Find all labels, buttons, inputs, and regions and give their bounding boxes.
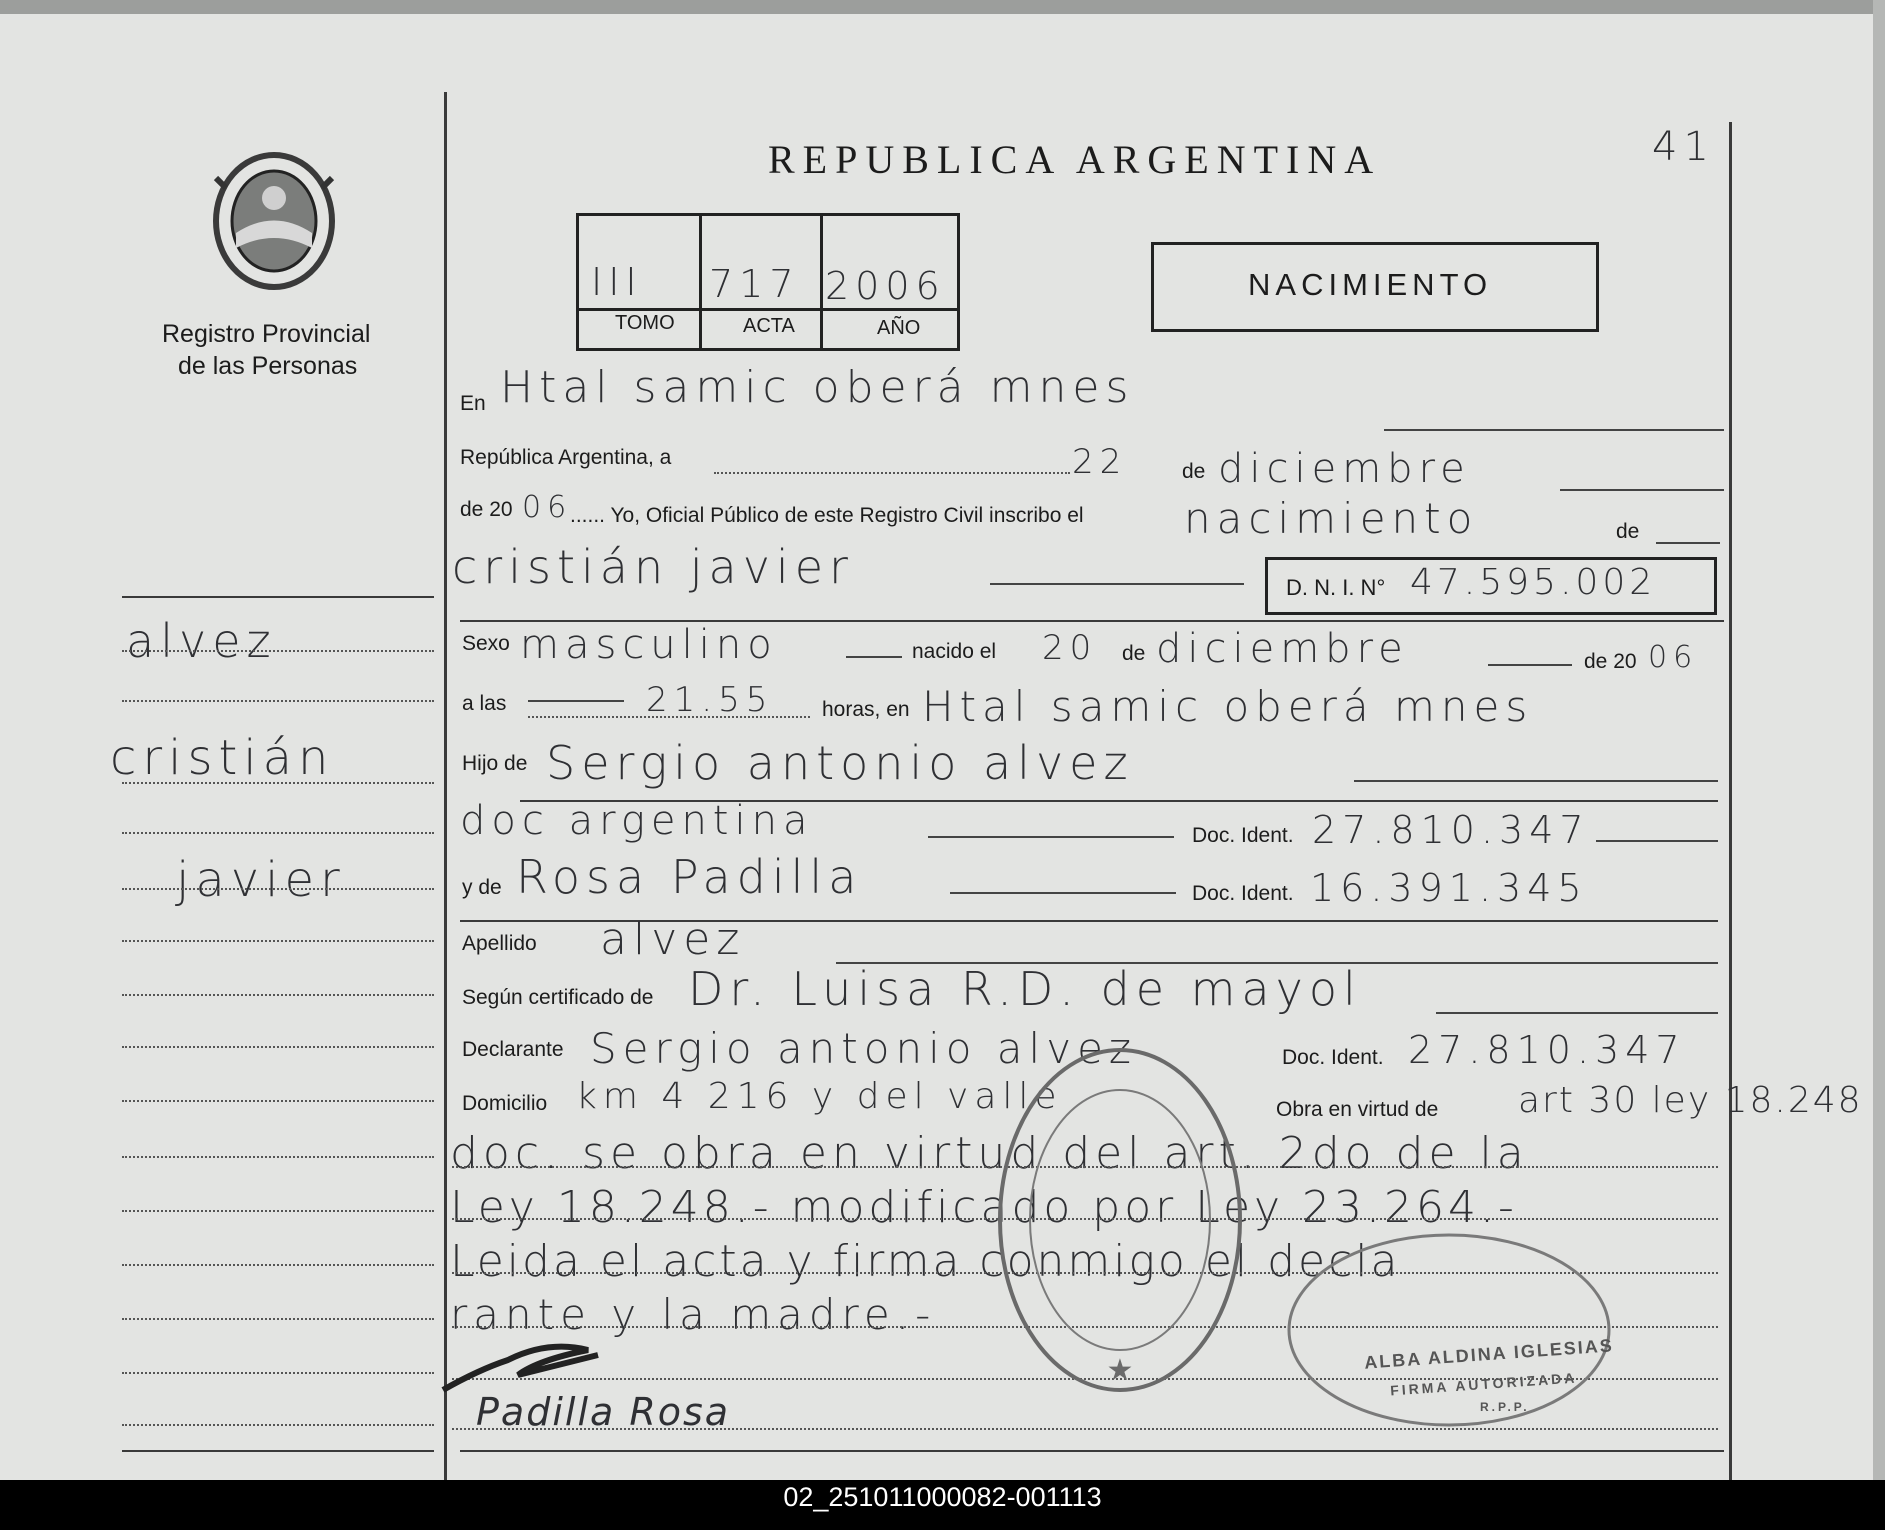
- tomo-value: III: [591, 260, 643, 304]
- label-address: Domicilio: [462, 1092, 548, 1115]
- label-at: a las: [462, 692, 507, 715]
- value-day-registered: 22: [1072, 442, 1128, 482]
- label-de-2: de: [1616, 520, 1640, 543]
- registry-round-stamp: [990, 1040, 1250, 1400]
- value-law-line-5: rante y la madre.-: [450, 1290, 937, 1339]
- value-dni: 47.595.002: [1410, 562, 1657, 603]
- record-type-box: [1151, 242, 1599, 332]
- anio-value: 2006: [825, 264, 946, 308]
- dni-box: [1265, 557, 1717, 615]
- value-law-line-3: Ley 18.248.- modificado por Ley 23.264.-: [450, 1182, 1518, 1233]
- value-child-name: cristián javier: [452, 540, 854, 594]
- margin-surname: alvez: [126, 614, 277, 668]
- value-law-line-2: doc. se obra en virtud del art. 2do de la: [450, 1128, 1529, 1179]
- label-and-of: y de: [462, 876, 502, 899]
- value-declarant-doc: 27.810.347: [1408, 1028, 1686, 1072]
- value-sex: masculino: [520, 622, 778, 668]
- label-de-3: de: [1122, 642, 1146, 665]
- value-law-line-1: art 30 ley 18.248: [1518, 1080, 1863, 1121]
- label-doc-ident-2: Doc. Ident.: [1192, 882, 1294, 905]
- value-year-registered: 06: [522, 490, 573, 525]
- label-yo-oficial: ...... Yo, Oficial Público de este Registro Civil inscribo el: [570, 504, 1084, 527]
- value-father-doc: 27.810.347: [1312, 808, 1590, 852]
- value-certifying-doctor: Dr. Luisa R.D. de mayol: [688, 962, 1362, 1016]
- province-seal-emblem: [206, 148, 342, 294]
- label-hours-at: horas, en: [822, 698, 910, 721]
- label-son-of: Hijo de: [462, 752, 528, 775]
- label-en: En: [460, 392, 486, 415]
- value-father: Sergio antonio alvez: [546, 736, 1134, 790]
- label-de-1: de: [1182, 460, 1206, 483]
- value-declarant: Sergio antonio alvez: [590, 1024, 1137, 1073]
- label-dni: D. N. I. N°: [1286, 575, 1386, 600]
- svg-text:★: ★: [1106, 1353, 1134, 1388]
- page-top-edge: [0, 0, 1885, 14]
- authorized-signature-stamp: [1284, 1230, 1614, 1430]
- label-de-20: de 20: [1584, 650, 1637, 673]
- label-declarant: Declarante: [462, 1038, 564, 1061]
- acta-label: ACTA: [743, 315, 795, 337]
- label-de-anio: de 20: [460, 498, 513, 521]
- acta-value: 717: [709, 262, 800, 306]
- value-law-line-4: Leida el acta y firma conmigo el decla: [450, 1236, 1401, 1287]
- value-place: Htal samic oberá mnes: [500, 362, 1135, 413]
- label-sex: Sexo: [462, 632, 510, 655]
- margin-first-name-2: javier: [176, 852, 346, 908]
- value-hour: 21.55: [646, 680, 774, 720]
- registry-name-line2: de las Personas: [178, 352, 358, 380]
- value-birth-month: diciembre: [1156, 626, 1409, 672]
- value-month-registered: diciembre: [1218, 446, 1471, 492]
- officer-name: ALBA ALDINA IGLESIAS: [1363, 1335, 1615, 1373]
- tomo-label: TOMO: [615, 312, 675, 334]
- value-father-nationality: doc argentina: [460, 798, 814, 844]
- value-birth-place: Htal samic oberá mnes: [922, 682, 1534, 731]
- label-born-on: nacido el: [912, 640, 997, 663]
- label-under-law: Obra en virtud de: [1276, 1098, 1439, 1121]
- volume-record-year-table: [576, 213, 960, 351]
- mother-signature: Padilla Rosa: [476, 1390, 731, 1434]
- label-doc-ident-1: Doc. Ident.: [1192, 824, 1294, 847]
- anio-label: AÑO: [877, 317, 921, 339]
- value-birth-year: 06: [1648, 640, 1699, 675]
- registry-name-line1: Registro Provincial: [162, 320, 371, 348]
- label-doc-ident-3: Doc. Ident.: [1282, 1046, 1384, 1069]
- officer-org: R.P.P.: [1480, 1400, 1530, 1414]
- page-right-edge: [1873, 0, 1885, 1480]
- value-address: km 4 216 y del valle: [576, 1076, 1063, 1117]
- label-surname: Apellido: [462, 932, 537, 955]
- page-number: 41: [1652, 124, 1715, 170]
- document-id: 02_251011000082-001113: [783, 1482, 1102, 1512]
- label-republica: República Argentina, a: [460, 446, 672, 469]
- value-birth-day: 20: [1042, 628, 1098, 668]
- officer-title: FIRMA AUTORIZADA: [1389, 1369, 1578, 1399]
- value-surname: alvez: [600, 914, 746, 965]
- value-mother-doc: 16.391.345: [1310, 866, 1588, 910]
- value-mother: Rosa Padilla: [516, 850, 863, 904]
- left-margin-rule: [444, 92, 447, 1480]
- country-title: REPUBLICA ARGENTINA: [768, 137, 1382, 182]
- value-act-type: nacimiento: [1184, 494, 1479, 543]
- label-certificate: Según certificado de: [462, 986, 654, 1009]
- margin-first-name-1: cristián: [110, 730, 335, 786]
- record-type: NACIMIENTO: [1248, 267, 1493, 302]
- right-margin-rule: [1729, 122, 1732, 1480]
